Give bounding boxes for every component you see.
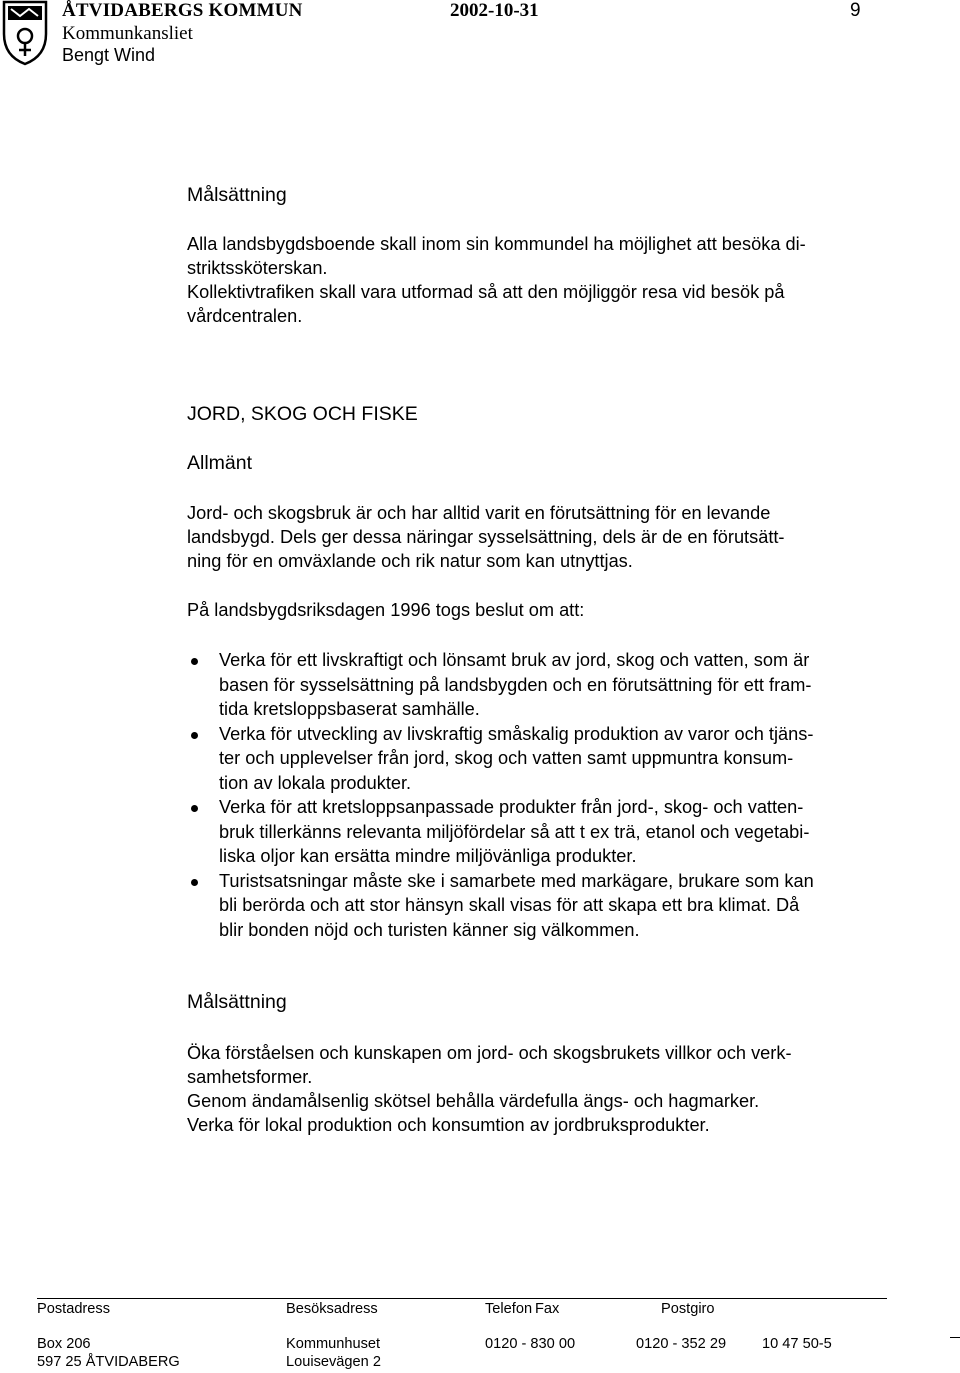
list-item — [187, 722, 927, 796]
section3-paragraph — [187, 1041, 792, 1137]
section-heading-malsattning-2: Målsättning — [187, 991, 287, 1013]
footer-fax: 0120 - 352 29 — [636, 1336, 727, 1352]
document-date: 2002-10-31 — [450, 0, 539, 21]
text-line: blir bonden nöjd och turisten känner sig välkommen. — [219, 919, 640, 940]
bullet-icon — [191, 658, 198, 665]
footer-giro: 10 47 50-5 — [762, 1336, 832, 1352]
footer-label-fax: Fax — [535, 1301, 560, 1317]
municipality-logo — [2, 0, 48, 66]
text-line: liska oljor kan ersätta mindre miljövänliga produkter. — [219, 846, 637, 866]
text-line: ning för en omväxlande och rik natur som kan utnyttjas. — [187, 551, 633, 571]
organization-name: ÅTVIDABERGS KOMMUN — [62, 0, 303, 21]
text-line: Verka för utveckling av livskraftig småskalig produktion av varor och tjäns- — [219, 723, 814, 744]
department-name: Kommunkansliet — [62, 23, 193, 44]
footer-label-giro: Postgiro — [661, 1301, 715, 1317]
text-line: tida kretsloppsbaserat samhälle. — [219, 699, 480, 719]
text-line: bli berörda och att stor hänsyn skall visas för att skapa ett bra klimat. Då — [219, 895, 800, 915]
text-line: basen för sysselsättning på landsbygden och en förutsättning för ett fram- — [219, 674, 812, 695]
bullet-list — [187, 648, 927, 942]
bullet-icon — [191, 879, 198, 886]
text-line: Verka för lokal produktion och konsumtion av jordbruksprodukter. — [187, 1115, 710, 1135]
text-line: vårdcentralen. — [187, 306, 303, 326]
text-line: Genom ändamålsenlig skötsel behålla värdefulla ängs- och hagmarker. — [187, 1091, 760, 1111]
text-line: Verka för ett livskraftigt och lönsamt bruk av jord, skog och vatten, som är — [219, 650, 810, 670]
footer-postal-line2: 597 25 ÅTVIDABERG — [37, 1354, 180, 1370]
text-line: Alla landsbygdsboende skall inom sin kommundel ha möjlighet att besöka di- — [187, 234, 806, 254]
footer-divider — [37, 1298, 887, 1299]
footer-label-phone: Telefon — [485, 1301, 533, 1317]
bullet-icon — [191, 732, 198, 739]
list-item — [187, 648, 927, 722]
text-line: landsbygd. Dels ger dessa näringar sysselsättning, dels är de en förutsätt- — [187, 527, 785, 547]
text-line: tion av lokala produkter. — [219, 772, 412, 793]
list-item — [187, 795, 927, 869]
decision-intro: På landsbygdsriksdagen 1996 togs beslut om att: — [187, 600, 585, 620]
page-number: 9 — [850, 0, 861, 21]
section-title: JORD, SKOG OCH FISKE — [187, 403, 418, 425]
text-line: Turistsatsningar måste ske i samarbete med markägare, brukare som kan — [219, 870, 814, 891]
text-line: Jord- och skogsbruk är och har alltid varit en förutsättning för en levande — [187, 503, 771, 523]
footer-visit-line1: Kommunhuset — [286, 1336, 381, 1352]
footer-label-visit: Besöksadress — [286, 1301, 378, 1317]
subheading-allmant: Allmänt — [187, 452, 253, 474]
text-line: Öka förståelsen och kunskapen om jord- och skogsbrukets villkor och verk- — [187, 1043, 792, 1063]
footer-phone: 0120 - 830 00 — [485, 1336, 576, 1352]
section2-paragraph — [187, 501, 784, 573]
text-line: ter och upplevelser från jord, skog och vatten samt uppmuntra konsum- — [219, 748, 794, 768]
text-line: samhetsformer. — [187, 1067, 313, 1087]
footer-visit-line2: Louisevägen 2 — [286, 1354, 381, 1370]
author-name: Bengt Wind — [62, 45, 156, 65]
section1-paragraph — [187, 232, 806, 328]
text-line: Verka för att kretsloppsanpassade produkter från jord-, skog- och vatten- — [219, 797, 804, 817]
footer-postal-line1: Box 206 — [37, 1336, 91, 1352]
text-line: Kollektivtrafiken skall vara utformad så att den möjliggör resa vid besök på — [187, 282, 785, 302]
list-item — [187, 869, 927, 943]
bullet-icon — [191, 805, 198, 812]
section-heading-malsattning: Målsättning — [187, 184, 287, 206]
footer-label-postal: Postadress — [37, 1301, 111, 1317]
text-line: bruk tillerkänns relevanta miljöfördelar så att t ex trä, etanol och vegetabi- — [219, 821, 810, 842]
edge-mark — [950, 1337, 960, 1338]
text-line: striktssköterskan. — [187, 258, 328, 278]
